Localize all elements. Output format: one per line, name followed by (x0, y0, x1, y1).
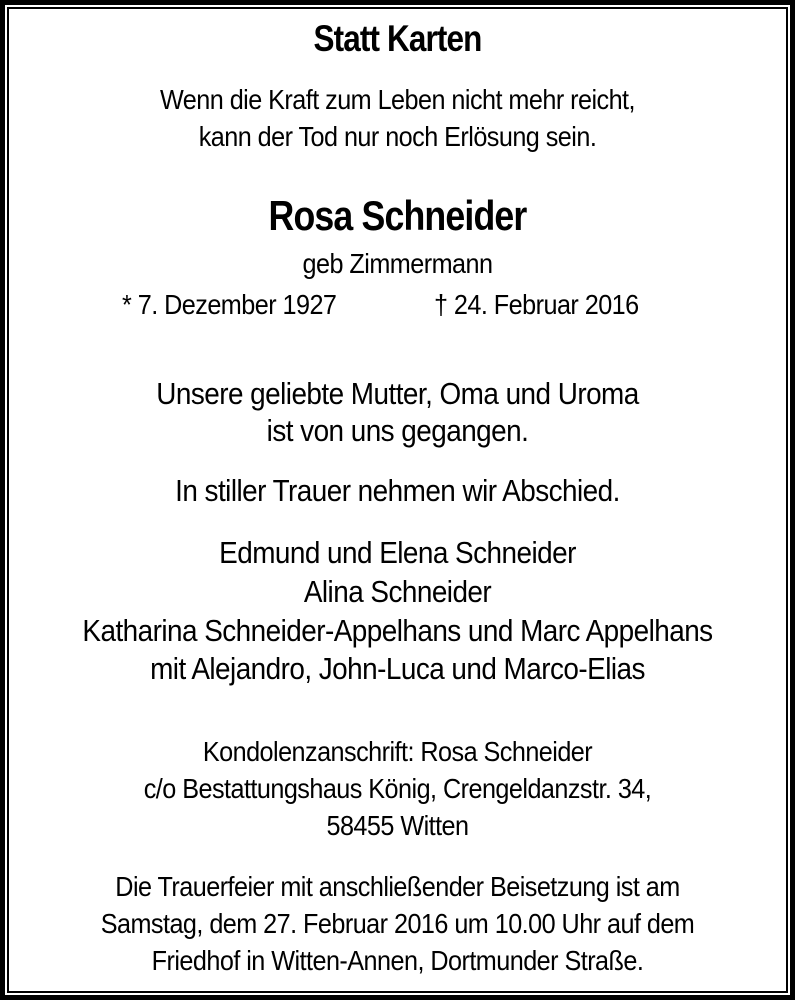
birth-date: * 7. Dezember 1927 (122, 289, 337, 320)
service-line-3: Friedhof in Witten-Annen, Dortmunder Straße. (151, 945, 644, 976)
notice-header: Statt Karten (313, 18, 482, 59)
message-line-1: Unsere geliebte Mutter, Oma und Uroma (156, 376, 639, 411)
mourner-line-2: Alina Schneider (303, 574, 492, 609)
condolence-line-2: c/o Bestattungshaus König, Crengeldanzstr. 34, (143, 773, 652, 804)
condolence-line-1: Kondolenzanschrift: Rosa Schneider (202, 736, 593, 767)
mourner-line-3: Katharina Schneider-Appelhans und Marc Appelhans (82, 613, 713, 648)
condolence-line-3: 58455 Witten (326, 810, 469, 841)
mourner-line-1: Edmund und Elena Schneider (219, 535, 576, 570)
maiden-name: geb Zimmermann (302, 248, 493, 279)
service-line-1: Die Trauerfeier mit anschließender Beisetzung ist am (115, 871, 680, 902)
farewell-text: In stiller Trauer nehmen wir Abschied. (175, 473, 620, 508)
verse-line-1: Wenn die Kraft zum Leben nicht mehr reicht, (160, 84, 635, 115)
verse-line-2: kann der Tod nur noch Erlösung sein. (198, 121, 597, 152)
death-date: † 24. Februar 2016 (434, 289, 639, 320)
deceased-name: Rosa Schneider (268, 192, 527, 239)
service-line-2: Samstag, dem 27. Februar 2016 um 10.00 Uhr auf dem (100, 908, 695, 939)
life-dates (0, 291, 795, 323)
message-line-2: ist von uns gegangen. (266, 413, 529, 448)
mourner-line-4: mit Alejandro, John-Luca und Marco-Elias (150, 651, 645, 686)
